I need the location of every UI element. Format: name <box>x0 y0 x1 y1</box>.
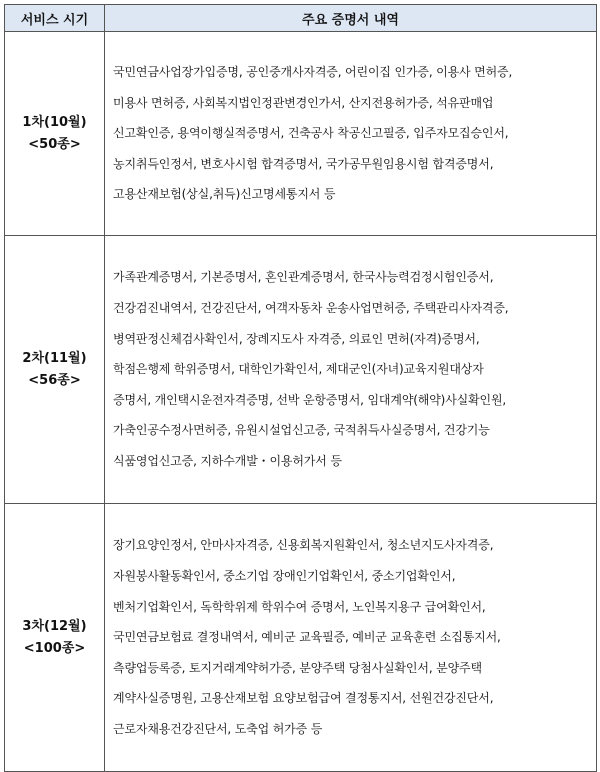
certificate-line: 증명서, 개인택시운전자격증명, 선박 운항증명서, 임대계약(해약)사실확인원, <box>113 392 507 407</box>
phase-label: 3차(12월) <box>22 618 87 634</box>
certificate-line: 신고확인증, 용역이행실적증명서, 건축공사 착공신고필증, 입주자모집승인서, <box>113 126 509 141</box>
certificate-line: 병역판정신체검사확인서, 장례지도사 자격증, 의료인 면허(자격)증명서, <box>113 331 480 346</box>
certificate-line: 미용사 면허증, 사회복지법인정관변경인가서, 산지전용허가증, 석유판매업 <box>113 95 494 110</box>
certificate-list-cell <box>105 236 597 504</box>
table-row <box>5 32 597 236</box>
table-row <box>5 236 597 504</box>
certificate-table <box>4 4 597 772</box>
certificate-line: 장기요양인정서, 안마사자격증, 신용회복지원확인서, 청소년지도사자격증, <box>113 538 494 553</box>
phase-count: <56종> <box>28 372 81 388</box>
certificate-schedule <box>4 4 596 746</box>
certificate-line: 식품영업신고증, 지하수개발・이용허가서 등 <box>113 453 342 468</box>
certificate-line: 근로자채용건강진단서, 도축업 허가증 등 <box>113 721 323 736</box>
phase-label: 1차(10월) <box>22 114 87 130</box>
certificate-line: 자원봉사활동확인서, 중소기업 장애인기업확인서, 중소기업확인서, <box>113 569 456 584</box>
certificate-line: 계약사실증명원, 고용산재보험 요양보험급여 결정통지서, 선원건강진단서, <box>113 691 494 706</box>
certificate-line: 가축인공수정사면허증, 유원시설업신고증, 국적취득사실증명서, 건강기능 <box>113 423 490 438</box>
certificate-line: 벤처기업확인서, 독학학위제 학위수여 증명서, 노인복지용구 급여확인서, <box>113 599 486 614</box>
phase-label: 2차(11월) <box>22 350 87 366</box>
table-header-row <box>5 5 597 32</box>
header-certificate-list: 주요 증명서 내역 <box>105 5 597 32</box>
certificate-line: 건강검진내역서, 건강진단서, 여객자동차 운송사업면허증, 주택관리사자격증, <box>113 301 509 316</box>
certificate-list-cell <box>105 32 597 236</box>
certificate-line: 고용산재보험(상실,취득)신고명세통지서 등 <box>113 187 336 202</box>
table-row <box>5 504 597 772</box>
certificate-line: 국민연금보험료 결정내역서, 예비군 교육필증, 예비군 교육훈련 소집통지서, <box>113 630 501 645</box>
certificate-line: 측량업등록증, 토지거래계약허가증, 분양주택 당첨사실확인서, 분양주택 <box>113 660 482 675</box>
phase-cell <box>5 504 105 772</box>
certificate-line: 가족관계증명서, 기본증명서, 혼인관계증명서, 한국사능력검정시험인증서, <box>113 270 494 285</box>
certificate-line: 국민연금사업장가입증명, 공인중개사자격증, 어린이집 인가증, 이용사 면허증, <box>113 65 513 80</box>
certificate-line: 학점은행제 학위증명서, 대학인가확인서, 제대군인(자녀)교육지원대상자 <box>113 362 484 377</box>
phase-count: <50종> <box>28 136 81 152</box>
phase-cell <box>5 32 105 236</box>
certificate-line: 농지취득인정서, 변호사시험 합격증명서, 국가공무원임용시험 합격증명서, <box>113 156 494 171</box>
header-service-period: 서비스 시기 <box>5 5 105 32</box>
phase-cell <box>5 236 105 504</box>
certificate-list-cell <box>105 504 597 772</box>
phase-count: <100종> <box>23 640 86 656</box>
